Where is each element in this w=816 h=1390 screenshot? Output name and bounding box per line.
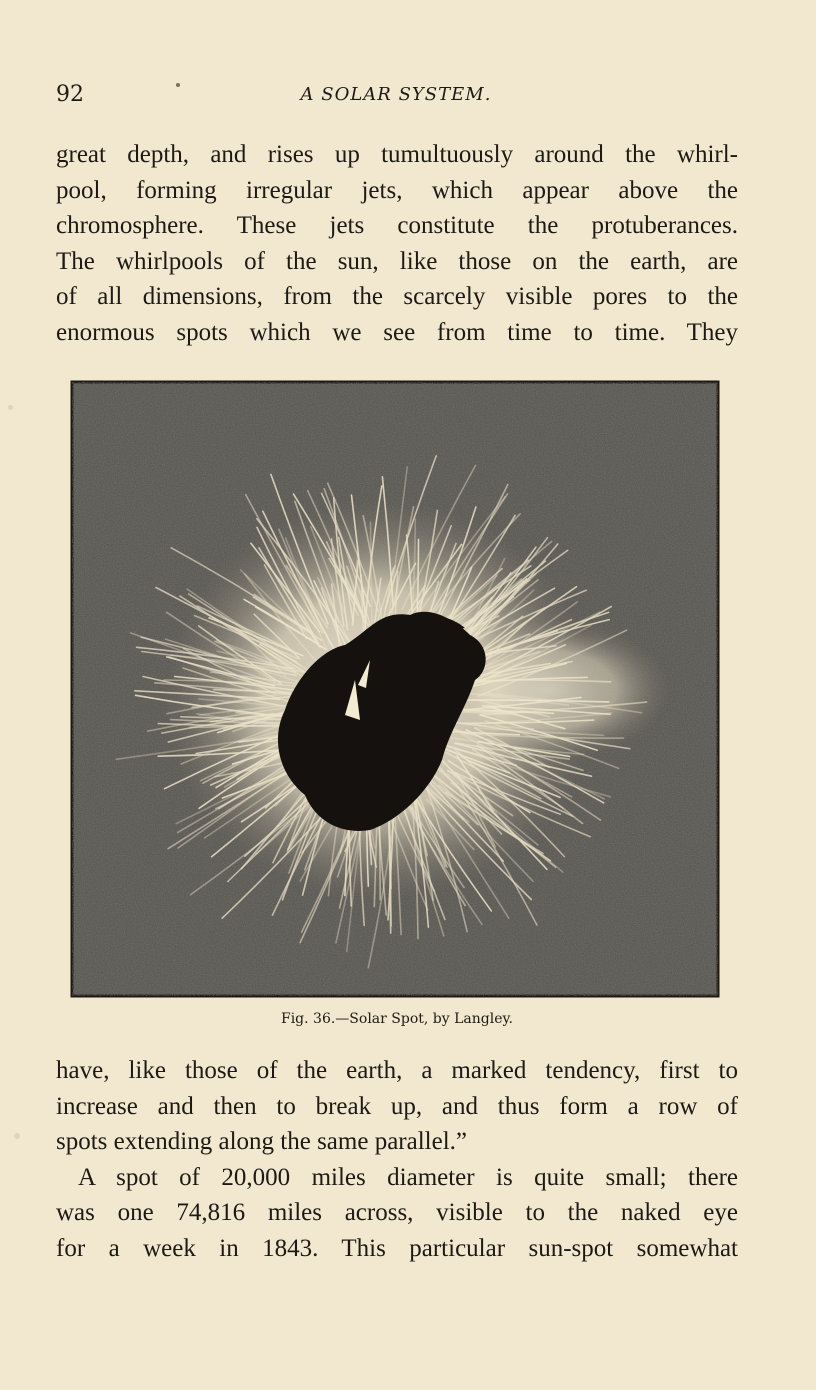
running-title: A SOLAR SYSTEM. xyxy=(300,84,492,105)
page-number: 92 xyxy=(56,82,84,107)
text-line: chromosphere. These jets constitute the protuberances. xyxy=(56,212,738,240)
paper-speck xyxy=(14,1133,20,1139)
paragraph-bottom xyxy=(56,1053,738,1267)
text-line: for a week in 1843. This particular sun-spot somewhat xyxy=(56,1234,738,1262)
text-line: The whirlpools of the sun, like those on the earth, are xyxy=(56,247,738,275)
text-line: great depth, and rises up tumultuously around the whirl- xyxy=(56,141,738,168)
text-line: increase and then to break up, and thus form a row of xyxy=(56,1092,738,1120)
text-line: have, like those of the earth, a marked tendency, first to xyxy=(56,1057,738,1084)
text-line: of all dimensions, from the scarcely visible pores to the xyxy=(56,283,738,311)
text-line: A spot of 20,000 miles diameter is quite small; there xyxy=(78,1163,738,1191)
paragraph-top xyxy=(56,137,738,351)
figure-caption: Fig. 36.—Solar Spot, by Langley. xyxy=(280,1011,514,1027)
paper-speck xyxy=(8,405,13,410)
engraving-image xyxy=(70,380,722,1000)
text-line: pool, forming irregular jets, which appear above the xyxy=(56,176,738,204)
text-line: spots extending along the same parallel.” xyxy=(56,1128,467,1156)
running-head xyxy=(56,82,736,112)
solar-spot-engraving xyxy=(70,380,722,1000)
text-line: was one 74,816 miles across, visible to the naked eye xyxy=(56,1199,738,1227)
text-line: enormous spots which we see from time to time. They xyxy=(56,318,738,346)
